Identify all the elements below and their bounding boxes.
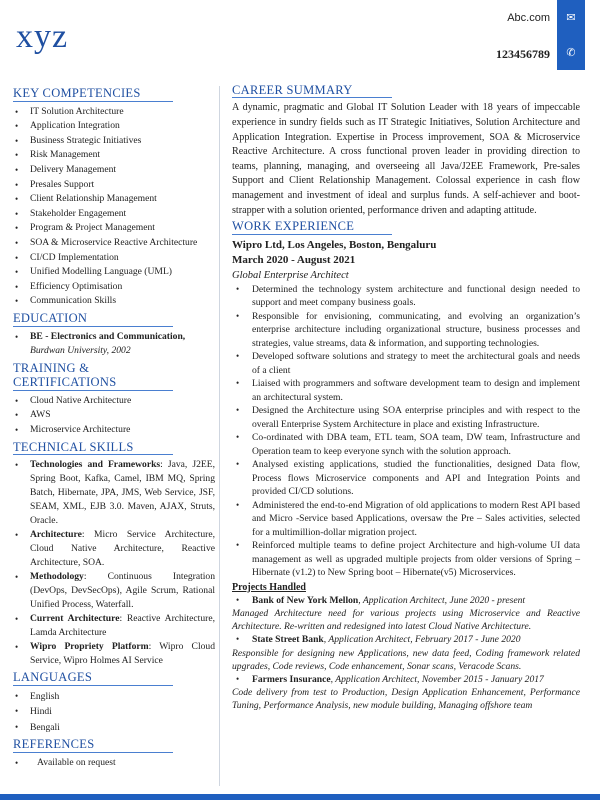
- envelope-icon: ✉: [566, 11, 576, 24]
- list-item: • Application Integration: [13, 119, 215, 134]
- languages-title: LANGUAGES: [13, 670, 173, 686]
- project-client: State Street Bank: [252, 634, 324, 646]
- skill-item: [13, 458, 215, 528]
- column-divider: [219, 86, 220, 786]
- company-name: Wipro Ltd, Los Angeles, Boston, Bengaluru: [232, 238, 437, 251]
- experience-bullets: [232, 283, 580, 580]
- job-role: Global Enterprise Architect: [232, 269, 349, 281]
- project-item: [232, 594, 580, 608]
- list-item: • Liaised with programmers and software development team to design and implement an architectural system.: [232, 377, 580, 404]
- project-description: Responsible for designing new Applications, new data feed, Coding framework related upgrades, Code reviews, Code enhancement, Sonar scans, Veracode Scans.: [232, 647, 580, 672]
- skill-text: : Continuous Integration (DevOps, DevSecOps), Agile Scrum, Rational Unified Process, Waterfall.: [30, 571, 215, 611]
- references-list: [13, 756, 215, 771]
- list-item: • Cloud Native Architecture: [13, 394, 215, 409]
- list-item: • CI/CD Implementation: [13, 251, 215, 266]
- skill-item: [13, 612, 215, 640]
- list-item: • Analysed existing applications, studied the functionalities, designed Data flow, Process flows Microservice components and API and Integration Points and provided CI/CD solutions.: [232, 458, 580, 499]
- education-title: EDUCATION: [13, 311, 173, 327]
- list-item: • Responsible for envisioning, communicating, and evolving an organization’s enterprise architecture including organizational structure, business processes and strategies, value streams, data & information, and supporting technologies.: [232, 310, 580, 351]
- list-item: • Program & Project Management: [13, 221, 215, 236]
- education-list: [13, 330, 215, 359]
- list-item: • Efficiency Optimisation: [13, 280, 215, 295]
- contact-icon-bar: [557, 0, 585, 70]
- list-item: • Bengali: [13, 720, 215, 736]
- list-item: • Microservice Architecture: [13, 423, 215, 438]
- list-item: • Risk Management: [13, 148, 215, 163]
- skill-label: Wipro Propriety Platform: [30, 641, 149, 653]
- list-item: • Administered the end-to-end Migration of old applications to modern Rest API based and Micro -Service based Applications, oversaw the Pre – Sales activities, selected for a multimillion-dollar migration project.: [232, 499, 580, 540]
- training-list: [13, 394, 215, 438]
- project-meta: , Application Architect, June 2020 - present: [358, 594, 526, 606]
- list-item: • Designed the Architecture using SOA enterprise principles and with respect to the overall Enterprise System Architecture in place and existing Infrastructure.: [232, 404, 580, 431]
- skill-text: : Wipro Cloud Service, Wipro Holmes AI Service: [30, 641, 215, 667]
- phone-icon: ✆: [566, 46, 576, 59]
- list-item: • Determined the technology system architecture and functional design needed to support and meet company business goals.: [232, 283, 580, 310]
- skill-text: : Java, J2EE, Spring Boot, Kafka, Camel, IBM MQ, Spring Batch, Hibernate, JPA, JMS, Web Service, JSF, SEAM, XML, EJB 3.0. Maven, AJAX, Struts, Oracle.: [30, 459, 215, 527]
- email-text[interactable]: Abc.com: [507, 12, 550, 24]
- project-meta: , Application Architect, November 2015 - January 2017: [330, 673, 544, 685]
- projects-title: Projects Handled: [232, 581, 306, 593]
- list-item: • Client Relationship Management: [13, 192, 215, 207]
- list-item: • Stakeholder Engagement: [13, 207, 215, 222]
- projects-list: [232, 633, 580, 647]
- skill-label: Architecture: [30, 529, 82, 541]
- education-school: Burdwan University, 2002: [30, 345, 131, 357]
- skill-label: Methodology: [30, 571, 84, 583]
- skills-title: TECHNICAL SKILLS: [13, 440, 173, 456]
- list-item: • Business Strategic Initiatives: [13, 134, 215, 149]
- project-item: [232, 673, 580, 687]
- education-degree: BE - Electronics and Communication,: [30, 330, 186, 342]
- list-item: • Co-ordinated with DBA team, ETL team, SOA team, DW team, Infrastructure and Operation team to keep everyone synch with the solution approach.: [232, 431, 580, 458]
- projects-list: [232, 594, 580, 608]
- list-item: • English: [13, 689, 215, 705]
- list-item: • Available on request: [13, 756, 215, 771]
- summary-title: CAREER SUMMARY: [232, 84, 392, 98]
- job-dates: March 2020 - August 2021: [232, 253, 356, 266]
- skill-item: [13, 528, 215, 570]
- list-item: • IT Solution Architecture: [13, 105, 215, 120]
- skill-label: Current Architecture: [30, 613, 120, 625]
- phone-text[interactable]: 123456789: [496, 47, 550, 61]
- list-item: • Developed software solutions and strategy to meet the architectural goals and needs of a client: [232, 350, 580, 377]
- project-description: Code delivery from test to Production, Design Application Enhancement, Performance Tuning, Performance Analysis, new module building, Managing offshore team: [232, 687, 580, 712]
- list-item: • Unified Modelling Language (UML): [13, 265, 215, 280]
- projects-list: [232, 673, 580, 687]
- skill-item: [13, 640, 215, 668]
- references-title: REFERENCES: [13, 737, 173, 753]
- candidate-name: xyz: [16, 18, 69, 55]
- skill-text: : Micro Service Architecture, Cloud Native Architecture, Reactive Architecture, SOA.: [30, 529, 215, 569]
- experience-title: WORK EXPERIENCE: [232, 220, 392, 234]
- project-meta: , Application Architect, February 2017 - June 2020: [323, 634, 521, 646]
- project-client: Farmers Insurance: [252, 673, 331, 685]
- skill-text: : Reactive Architecture, Lamda Architecture: [30, 613, 215, 639]
- list-item: • Hindi: [13, 704, 215, 720]
- list-item: • Reinforced multiple teams to define project Architecture and high-volume UI data management as well as upgraded multiple projects from older versions of Spring – Hibernate (v1.2) to New Spring boot – Hibernate(v5) Microservices.: [232, 539, 580, 580]
- languages-list: [13, 689, 215, 736]
- training-title: TRAINING & CERTIFICATIONS: [13, 361, 173, 391]
- list-item: • Communication Skills: [13, 294, 215, 309]
- skills-list: [13, 458, 215, 668]
- competencies-list: [13, 105, 215, 309]
- skill-item: [13, 570, 215, 612]
- right-column: [232, 84, 580, 712]
- list-item: • AWS: [13, 408, 215, 423]
- summary-text: A dynamic, pragmatic and Global IT Solution Leader with 18 years of impeccable experience in sundry fields such as IT Strategic Initiatives, Solution Architecture and Application Integration. Expertise in Process improvement, SOA & Microservice Reactive Architecture. A cross functional proven leader in providing direction to teams, planning, managing, and overseeing all Java/J2EE Framework, Pre-sales Support and Client Relationship Management. Colossal experience in cash flow management and investment of ideal and surplus funds. A self-achiever and boot-strapper with a solution oriented, performance driven and adapting attitude.: [232, 102, 580, 216]
- competencies-title: KEY COMPETENCIES: [13, 86, 173, 102]
- project-client: Bank of New York Mellon: [252, 594, 359, 606]
- project-description: Managed Architecture need for various projects using Microservice and Reactive Architecture. Re-written and redesigned into latest Cloud Native Architecture.: [232, 608, 580, 633]
- list-item: • SOA & Microservice Reactive Architecture: [13, 236, 215, 251]
- education-item: [13, 330, 215, 359]
- footer-bar: [0, 794, 600, 800]
- skill-label: Technologies and Frameworks: [30, 459, 161, 471]
- list-item: • Delivery Management: [13, 163, 215, 178]
- left-column: [13, 84, 215, 771]
- project-item: [232, 633, 580, 647]
- list-item: • Presales Support: [13, 178, 215, 193]
